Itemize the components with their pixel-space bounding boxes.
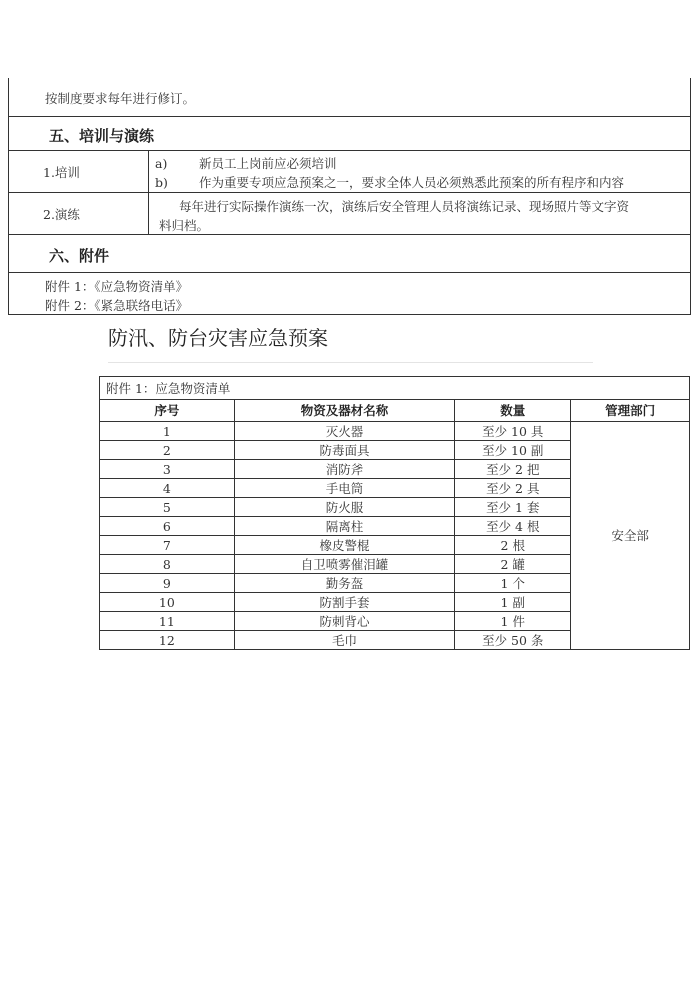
training-content	[149, 151, 690, 192]
row-qty: 2 罐	[455, 555, 571, 574]
drill-row	[9, 192, 690, 234]
attachment-item-1: 附件 1：《应急物资清单》	[45, 279, 189, 294]
table-header-row	[100, 400, 690, 422]
row-name: 消防斧	[234, 460, 455, 479]
section6-heading: 六、附件	[49, 247, 110, 265]
header-name: 物资及器材名称	[234, 400, 455, 422]
row-qty: 至少 4 根	[455, 517, 571, 536]
row-name: 毛巾	[234, 631, 455, 650]
row-qty: 至少 50 条	[455, 631, 571, 650]
row-name: 自卫喷雾催泪罐	[234, 555, 455, 574]
row-name: 橡皮警棍	[234, 536, 455, 555]
row-name: 防割手套	[234, 593, 455, 612]
row-name: 隔离柱	[234, 517, 455, 536]
row-no: 4	[100, 479, 235, 498]
row-qty: 至少 2 把	[455, 460, 571, 479]
row-qty: 至少 1 套	[455, 498, 571, 517]
section4-tail-text: 按制度要求每年进行修订。	[45, 91, 196, 106]
training-label: 1.培训	[9, 151, 149, 192]
department-cell: 安全部	[571, 422, 690, 650]
row-name: 防毒面具	[234, 441, 455, 460]
header-no: 序号	[100, 400, 235, 422]
row-no: 7	[100, 536, 235, 555]
row-name: 防火服	[234, 498, 455, 517]
training-item-a	[155, 154, 337, 172]
row-qty: 2 根	[455, 536, 571, 555]
row-no: 5	[100, 498, 235, 517]
attachments-row	[9, 272, 690, 315]
row-qty: 至少 2 具	[455, 479, 571, 498]
section6-heading-row	[9, 234, 690, 272]
training-item-text: 新员工上岗前应必须培训	[199, 156, 337, 171]
row-name: 勤务盔	[234, 574, 455, 593]
drill-text-line2: 料归档。	[159, 218, 210, 233]
row-name: 灭火器	[234, 422, 455, 441]
row-no: 2	[100, 441, 235, 460]
row-qty: 1 个	[455, 574, 571, 593]
table-row	[100, 422, 690, 441]
training-row	[9, 150, 690, 192]
section5-heading: 五、培训与演练	[49, 127, 155, 145]
training-item-text: 作为重要专项应急预案之一，要求全体人员必须熟悉此预案的所有程序和内容	[199, 175, 625, 190]
title-divider	[108, 362, 593, 363]
table-caption-row	[100, 377, 690, 400]
emergency-supplies-table	[99, 376, 690, 650]
row-qty: 至少 10 具	[455, 422, 571, 441]
row-name: 手电筒	[234, 479, 455, 498]
plan-section-block	[8, 78, 691, 315]
row-name: 防刺背心	[234, 612, 455, 631]
drill-label: 2.演练	[9, 193, 149, 234]
row-no: 1	[100, 422, 235, 441]
row-no: 10	[100, 593, 235, 612]
attachment-item-2: 附件 2：《紧急联络电话》	[45, 298, 189, 313]
drill-text-line1: 每年进行实际操作演练一次，演练后安全管理人员将演练记录、现场照片等文字资	[179, 199, 630, 214]
section5-heading-row	[9, 116, 690, 150]
drill-content	[149, 193, 690, 234]
header-qty: 数量	[455, 400, 571, 422]
header-department: 管理部门	[571, 400, 690, 422]
row-no: 12	[100, 631, 235, 650]
training-item-marker: a)	[155, 156, 168, 171]
training-item-b	[155, 173, 624, 191]
section4-tail-row	[9, 78, 690, 116]
training-item-marker: b)	[155, 175, 168, 190]
row-no: 8	[100, 555, 235, 574]
row-no: 9	[100, 574, 235, 593]
row-no: 11	[100, 612, 235, 631]
row-qty: 1 副	[455, 593, 571, 612]
row-qty: 1 件	[455, 612, 571, 631]
row-no: 3	[100, 460, 235, 479]
table-caption: 附件 1：应急物资清单	[100, 377, 690, 400]
row-no: 6	[100, 517, 235, 536]
row-qty: 至少 10 副	[455, 441, 571, 460]
document-title: 防汛、防台灾害应急预案	[108, 326, 328, 350]
